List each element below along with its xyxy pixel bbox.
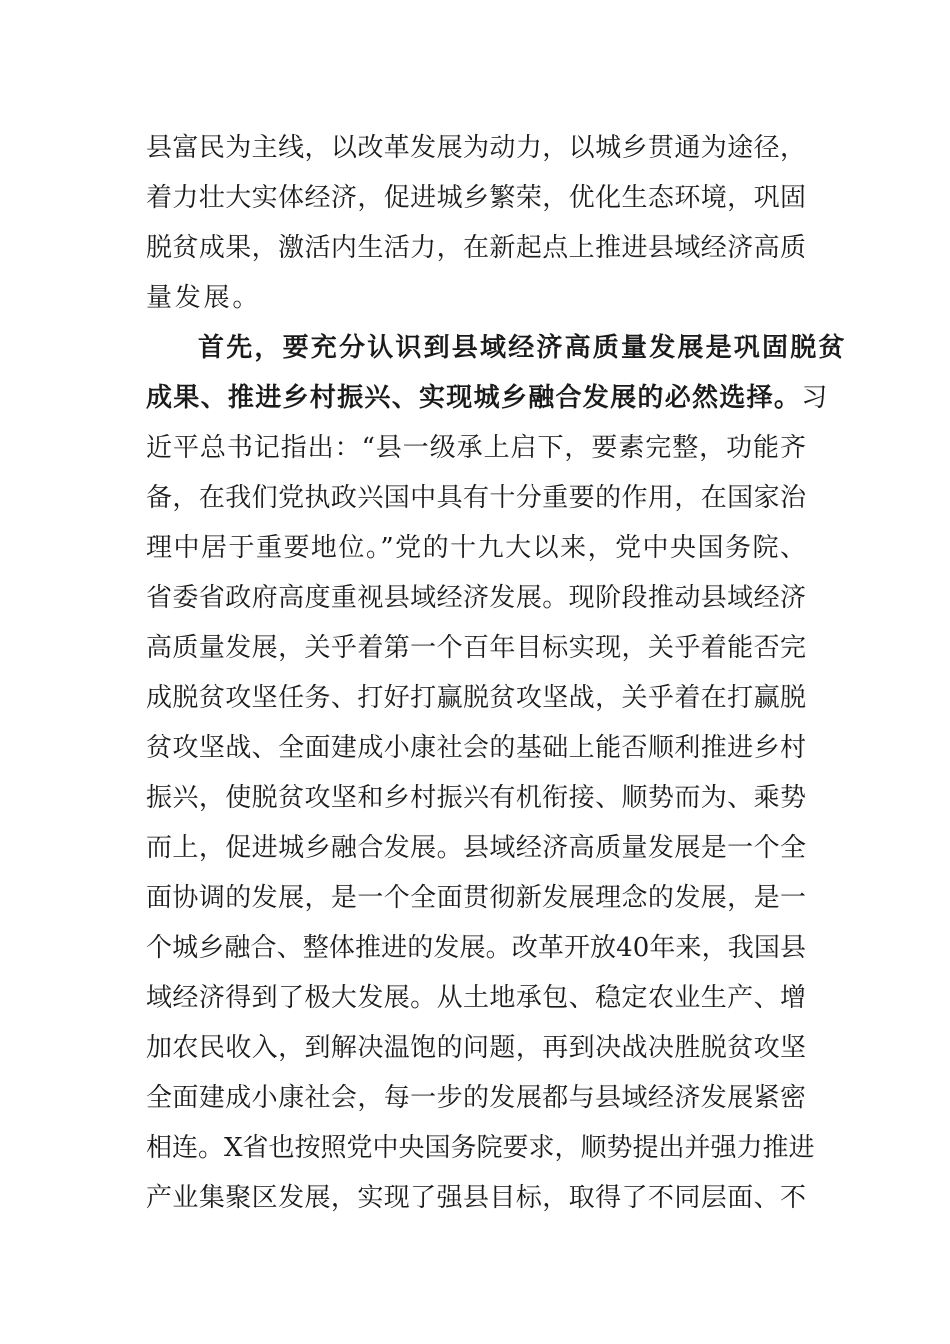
paragraph-2-line-17: 相连。X省也按照党中央国务院要求，顺势提出并强力推进	[146, 1133, 815, 1163]
paragraph-2-line-14: 域经济得到了极大发展。从土地承包、稳定农业生产、增	[146, 983, 806, 1013]
paragraph-2-line-9: 贫攻坚战、全面建成小康社会的基础上能否顺利推进乡村	[146, 733, 806, 763]
paragraph-2-line-6: 省委省政府高度重视县域经济发展。现阶段推动县域经济	[146, 583, 806, 613]
paragraph-2-line-2-tail: 习	[801, 383, 829, 413]
paragraph-1-line-2: 着力壮大实体经济，促进城乡繁荣，优化生态环境，巩固	[146, 183, 806, 213]
paragraph-2-heading-line-1: 首先，要充分认识到县域经济高质量发展是巩固脱贫	[198, 333, 847, 363]
paragraph-2-heading-line-2: 成果、推进乡村振兴、实现城乡融合发展的必然选择。	[146, 383, 802, 413]
paragraph-2-line-3: 近平总书记指出：“县一级承上启下，要素完整，功能齐	[146, 433, 806, 463]
paragraph-2-line-13: 个城乡融合、整体推进的发展。改革开放40年来，我国县	[146, 933, 806, 963]
paragraph-1-line-4: 量发展。	[146, 283, 262, 313]
paragraph-2-line-12: 面协调的发展，是一个全面贯彻新发展理念的发展，是一	[146, 883, 806, 913]
paragraph-1-line-3: 脱贫成果，激活内生活力，在新起点上推进县域经济高质	[146, 233, 806, 263]
paragraph-1-line-1: 县富民为主线，以改革发展为动力，以城乡贯通为途径，	[146, 133, 806, 163]
paragraph-2-line-11: 而上，促进城乡融合发展。县域经济高质量发展是一个全	[146, 833, 806, 863]
paragraph-2-line-16: 全面建成小康社会，每一步的发展都与县域经济发展紧密	[146, 1083, 806, 1113]
paragraph-2-line-15: 加农民收入，到解决温饱的问题，再到决战决胜脱贫攻坚	[146, 1033, 806, 1063]
paragraph-2-line-8: 成脱贫攻坚任务、打好打赢脱贫攻坚战，关乎着在打赢脱	[146, 683, 806, 713]
paragraph-2-line-4: 备，在我们党执政兴国中具有十分重要的作用，在国家治	[146, 483, 806, 513]
paragraph-2-line-7: 高质量发展，关乎着第一个百年目标实现，关乎着能否完	[146, 633, 806, 663]
paragraph-2-line-10: 振兴，使脱贫攻坚和乡村振兴有机衔接、顺势而为、乘势	[146, 783, 806, 813]
paragraph-2-line-18: 产业集聚区发展，实现了强县目标，取得了不同层面、不	[146, 1183, 806, 1213]
paragraph-2-line-2	[146, 378, 829, 418]
paragraph-2-line-5: 理中居于重要地位。”党的十九大以来，党中央国务院、	[146, 533, 806, 563]
